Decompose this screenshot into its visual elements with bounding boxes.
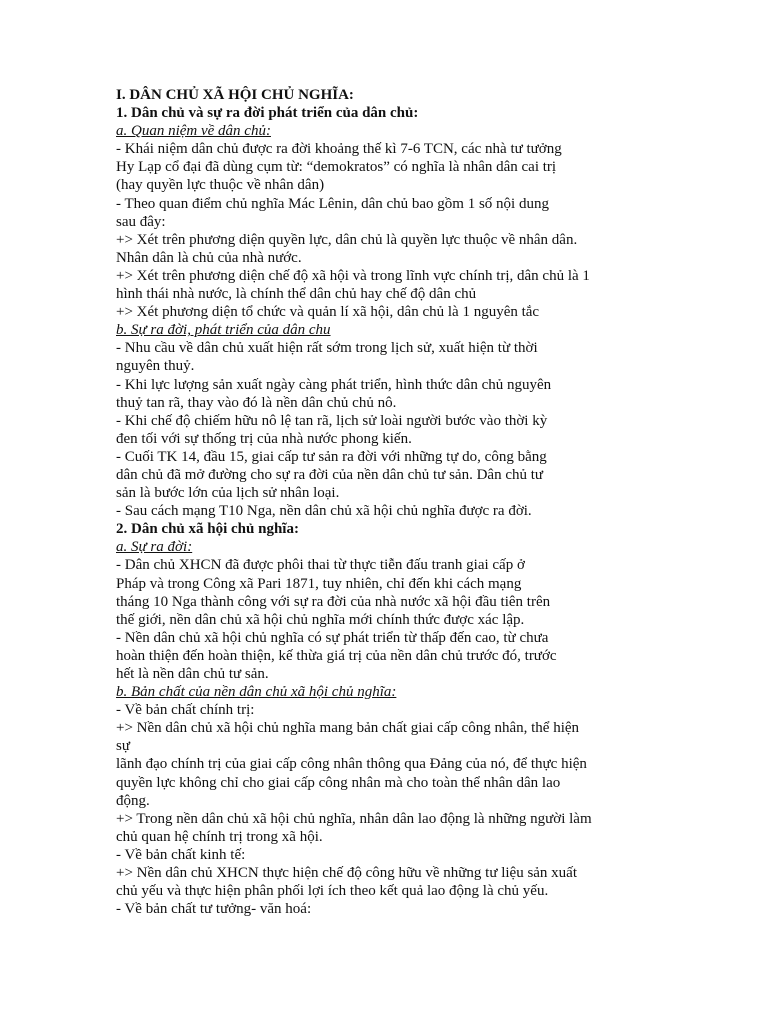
text-line: Pháp và trong Công xã Pari 1871, tuy nhiên, chỉ đến khi cách mạng [116, 575, 522, 592]
subsection-heading: a. Quan niệm về dân chủ: [116, 123, 271, 140]
text-line: thế giới, nền dân chủ xã hội chủ nghĩa mới chính thức được xác lập. [116, 611, 525, 628]
text-line: - Khi lực lượng sản xuất ngày càng phát triển, hình thức dân chủ nguyên [116, 376, 552, 393]
text-line: hình thái nhà nước, là chính thể dân chủ hay chế độ dân chủ [116, 286, 477, 303]
text-line: - Khi chế độ chiếm hữu nô lệ tan rã, lịch sử loài người bước vào thời kỳ [116, 412, 548, 429]
text-line: thuỷ tan rã, thay vào đó là nền dân chủ chủ nô. [116, 394, 397, 411]
document-body [116, 86, 756, 918]
text-line: +> Xét trên phương diện quyền lực, dân chủ là quyền lực thuộc về nhân dân. [116, 231, 578, 248]
text-line: - Khái niệm dân chủ được ra đời khoảng thế kì 7-6 TCN, các nhà tư tưởng [116, 141, 562, 158]
text-line: +> Nền dân chủ XHCN thực hiện chế độ công hữu về những tư liệu sản xuất [116, 865, 578, 882]
text-line: - Cuối TK 14, đầu 15, giai cấp tư sản ra đời với những tự do, công bằng [116, 448, 547, 465]
text-line: hoàn thiện đến hoàn thiện, kế thừa giá trị của nền dân chủ trước đó, trước [116, 647, 557, 664]
text-line: chủ quan hệ chính trị trong xã hội. [116, 828, 323, 845]
text-line: +> Nền dân chủ xã hội chủ nghĩa mang bản chất giai cấp công nhân, thể hiện [116, 720, 580, 737]
text-line: quyền lực không chỉ cho giai cấp công nhân mà cho toàn thể nhân dân lao [116, 774, 561, 791]
text-line: - Dân chủ XHCN đã được phôi thai từ thực tiễn đấu tranh giai cấp ở [116, 557, 525, 574]
text-line: Hy Lạp cổ đại đã dùng cụm từ: “demokratos” có nghĩa là nhân dân cai trị [116, 159, 557, 176]
text-line: - Về bản chất kinh tế: [116, 846, 246, 863]
text-line: sự [116, 738, 130, 755]
document-page [116, 86, 756, 918]
text-line: - Về bản chất tư tưởng- văn hoá: [116, 901, 312, 918]
text-line: sau đây: [116, 213, 166, 230]
text-line: Nhân dân là chủ của nhà nước. [116, 249, 302, 266]
text-line: - Theo quan điểm chủ nghĩa Mác Lênin, dân chủ bao gồm 1 số nội dung [116, 195, 549, 212]
text-line: +> Trong nền dân chủ xã hội chủ nghĩa, nhân dân lao động là những người làm [116, 810, 592, 827]
text-line: dân chủ đã mở đường cho sự ra đời của nền dân chủ tư sản. Dân chủ tư [116, 466, 544, 483]
text-line: - Nền dân chủ xã hội chủ nghĩa có sự phát triển từ thấp đến cao, từ chưa [116, 629, 549, 646]
text-line: nguyên thuỷ. [116, 358, 195, 375]
text-line: (hay quyền lực thuộc về nhân dân) [116, 177, 325, 194]
text-line: tháng 10 Nga thành công với sự ra đời của nhà nước xã hội đầu tiên trên [116, 593, 551, 610]
text-line: - Sau cách mạng T10 Nga, nền dân chủ xã hội chủ nghĩa được ra đời. [116, 503, 532, 520]
subsection-heading: b. Bản chất của nền dân chủ xã hội chủ nghĩa: [116, 684, 397, 701]
text-line: sản là bước lớn của lịch sử nhân loại. [116, 485, 340, 502]
subsection-heading: a. Sự ra đời: [116, 539, 193, 556]
section-heading: 1. Dân chủ và sự ra đời phát triển của dân chủ: [116, 105, 419, 122]
text-line: động. [116, 792, 150, 809]
text-line: lãnh đạo chính trị của giai cấp công nhân thông qua Đảng của nó, để thực hiện [116, 756, 587, 773]
text-line: +> Xét trên phương diện chế độ xã hội và trong lĩnh vực chính trị, dân chủ là 1 [116, 267, 590, 284]
text-line: - Về bản chất chính trị: [116, 702, 255, 719]
section-heading: 2. Dân chủ xã hội chủ nghĩa: [116, 521, 299, 538]
text-line: hết là nền dân chủ tư sản. [116, 666, 269, 682]
text-line: +> Xét phương diện tổ chức và quản lí xã hội, dân chủ là 1 nguyên tắc [116, 304, 540, 321]
text-line: chủ yếu và thực hiện phân phối lợi ích theo kết quả lao động là chủ yếu. [116, 883, 549, 900]
text-line: đen tối với sự thống trị của nhà nước phong kiến. [116, 430, 412, 447]
subsection-heading: b. Sự ra đời, phát triển của dân chu [116, 322, 331, 339]
text-line: - Nhu cầu về dân chủ xuất hiện rất sớm trong lịch sử, xuất hiện từ thời [116, 340, 538, 357]
section-heading: I. DÂN CHỦ XÃ HỘI CHỦ NGHĨA: [116, 87, 354, 103]
